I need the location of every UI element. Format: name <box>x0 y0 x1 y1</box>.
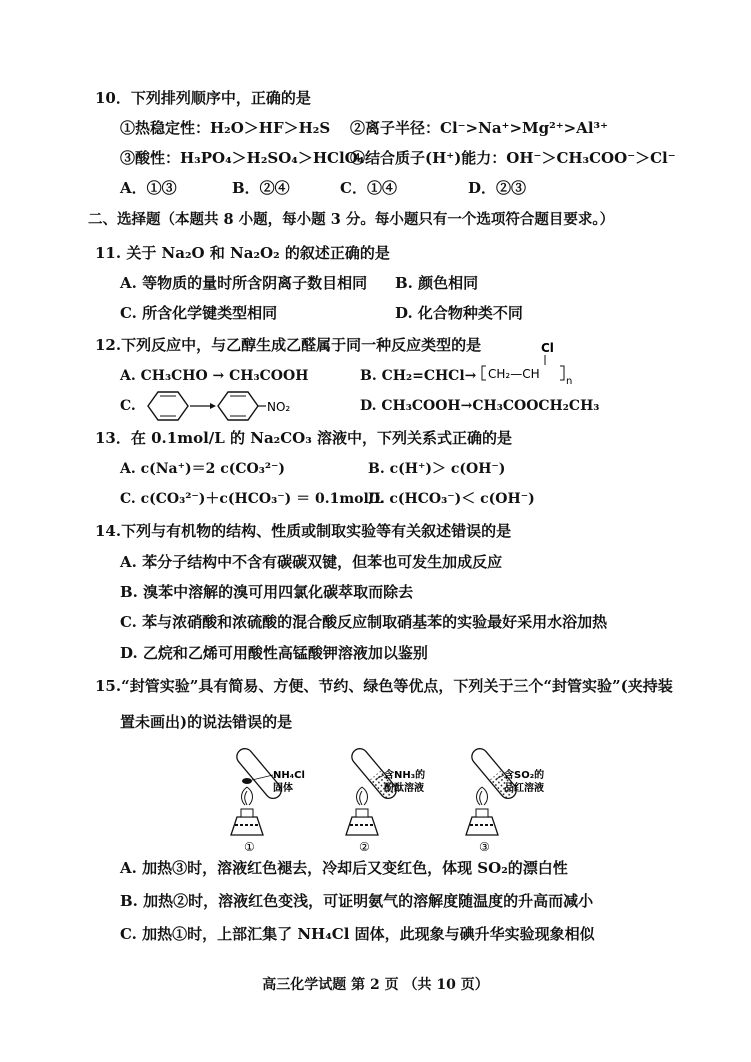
apparatus-2 <box>346 745 425 854</box>
q11-stem: 11. 关于 Na₂O 和 Na₂O₂ 的叙述正确的是 <box>95 244 390 262</box>
q10-option-d: D．②③ <box>468 179 527 197</box>
flame-icon <box>477 787 488 805</box>
fig3-label-line2: 品红溶液 <box>504 783 544 794</box>
q14-option-a: A. 苯分子结构中不含有碳碳双键，但苯也可发生加成反应 <box>120 553 503 571</box>
fig3-label-line1: 含SO₂的 <box>504 770 545 781</box>
q12-stem: 12.下列反应中，与乙醇生成乙醛属于同一种反应类型的是 <box>95 336 482 354</box>
fig1-number: ① <box>244 840 255 854</box>
q10-statement-2: ②离子半径：Cl⁻>Na⁺>Mg²⁺>Al³⁺ <box>350 119 609 137</box>
nitro-group-label: NO₂ <box>267 400 291 414</box>
q10-statement-4: ④结合质子(H⁺)能力：OH⁻＞CH₃COO⁻＞Cl⁻ <box>350 149 676 167</box>
q10-option-c: C．①④ <box>340 179 397 197</box>
q13-stem: 13．在 0.1mol/L 的 Na₂CO₃ 溶液中，下列关系式正确的是 <box>95 429 513 447</box>
benzene-nitration-scheme <box>138 388 318 424</box>
apparatus-1 <box>231 745 305 854</box>
section-header: 二、选择题（本题共 8 小题，每小题 3 分。每小题只有一个选项符合题目要求。） <box>88 211 615 228</box>
flame-icon <box>357 787 368 805</box>
fig2-label-line1: 含NH₃的 <box>384 770 426 781</box>
polymer-repeat-unit: CH₂—CH <box>488 367 540 381</box>
q11-option-a: A. 等物质的量时所含阴离子数目相同 <box>120 274 368 292</box>
polymer-n-subscript: n <box>566 376 573 387</box>
q12-option-d: D. CH₃COOH→CH₃COOCH₂CH₃ <box>360 398 600 414</box>
q11-option-b: B. 颜色相同 <box>395 274 479 292</box>
polymer-chlorine-label: Cl <box>541 341 554 355</box>
q12-option-c-label: C. <box>120 398 136 414</box>
fig3-number: ③ <box>479 840 490 854</box>
q14-option-c: C. 苯与浓硝酸和浓硫酸的混合酸反应制取硝基苯的实验最好采用水浴加热 <box>120 613 608 631</box>
q10-statement-1: ①热稳定性：H₂O＞HF＞H₂S <box>120 119 331 137</box>
polymer-bracket-structure <box>478 336 578 388</box>
fig1-label-line1: NH₄Cl <box>273 770 305 781</box>
q13-option-a: A. c(Na⁺)＝2 c(CO₃²⁻) <box>120 461 286 477</box>
q10-stem: 10．下列排列顺序中，正确的是 <box>95 89 311 107</box>
fig1-label-line2: 固体 <box>273 783 293 794</box>
apparatus-3 <box>466 745 544 854</box>
flame-icon <box>242 787 253 805</box>
q12-option-a: A. CH₃CHO → CH₃COOH <box>120 368 309 384</box>
q13-option-c: C. c(CO₃²⁻)＋c(HCO₃⁻) ＝ 0.1mol/L <box>120 491 384 507</box>
q14-stem: 14.下列与有机物的结构、性质或制取实验等有关叙述错误的是 <box>95 522 512 540</box>
q15-option-c: C. 加热①时，上部汇集了 NH₄Cl 固体，此现象与碘升华实验现象相似 <box>120 925 595 943</box>
q13-option-d: D. c(HCO₃⁻)＜ c(OH⁻) <box>368 491 535 507</box>
q15-option-a: A. 加热③时，溶液红色褪去，冷却后又变红色，体现 SO₂的漂白性 <box>120 859 568 877</box>
page-footer: 高三化学试题 第 2 页 （共 10 页） <box>262 977 489 993</box>
q14-option-d: D. 乙烷和乙烯可用酸性高锰酸钾溶液加以鉴别 <box>120 644 428 662</box>
q15-option-b: B. 加热②时，溶液红色变浅，可证明氨气的溶解度随温度的升高而减小 <box>120 892 594 910</box>
fig2-label-line2: 酚酞溶液 <box>384 783 424 794</box>
q10-statement-3: ③酸性：H₃PO₄＞H₂SO₄＞HClO₄ <box>120 149 365 167</box>
q14-option-b: B. 溴苯中溶解的溴可用四氯化碳萃取而除去 <box>120 583 414 601</box>
sealed-tube-experiments-figure <box>225 735 585 855</box>
q11-option-c: C. 所含化学键类型相同 <box>120 304 278 322</box>
q15-stem-line2: 置未画出)的说法错误的是 <box>120 713 293 731</box>
q13-option-b: B. c(H⁺)＞ c(OH⁻) <box>368 461 506 477</box>
q10-option-a: A．①③ <box>120 179 177 197</box>
q10-option-b: B．②④ <box>232 179 290 197</box>
q12-option-b: B. CH₂=CHCl→ <box>360 368 477 384</box>
fig2-number: ② <box>359 840 370 854</box>
q15-stem-line1: 15.“封管实验”具有简易、方便、节约、绿色等优点，下列关于三个“封管实验”(夹持装 <box>95 677 673 695</box>
q11-option-d: D. 化合物种类不同 <box>395 304 523 322</box>
